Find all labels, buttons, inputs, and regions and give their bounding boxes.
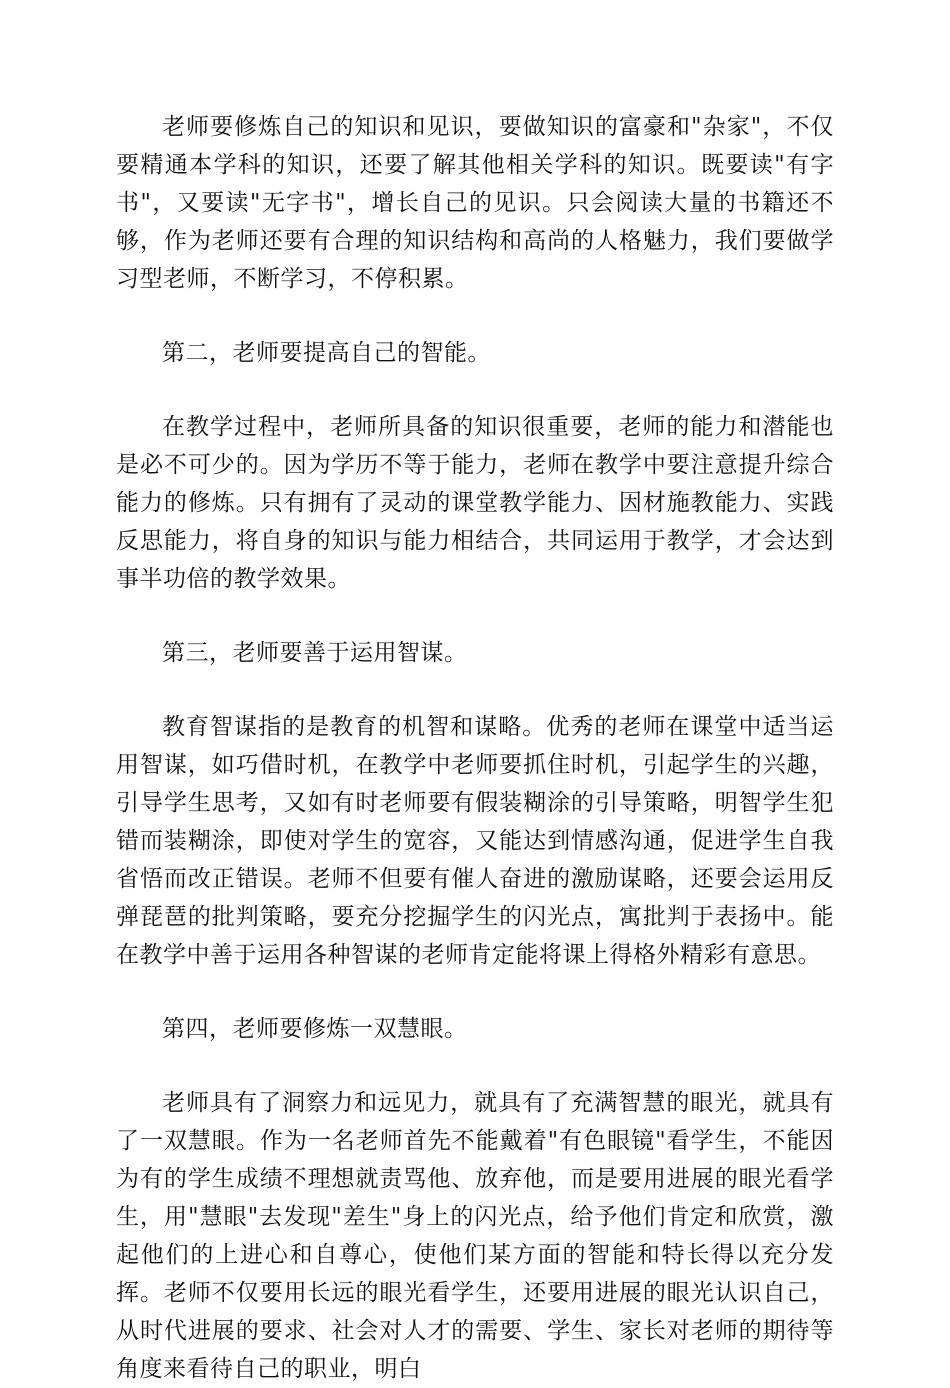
paragraph-wisdom-strategy: 教育智谋指的是教育的机智和谋略。优秀的老师在课堂中适当运用智谋，如巧借时机，在教学中老师要抓住时机，引起学生的兴趣，引导学生思考，又如有时老师要有假装糊涂的引导策略，明智学生犯错而装糊涂，即使对学生的宽容，又能达到情感沟通，促进学生自我省悟而改正错误。老师不但要有催人奋进的激励谋略，还要会运用反弹琵琶的批判策略，要充分挖掘学生的闪光点，寓批判于表扬中。能在教学中善于运用各种智谋的老师肯定能将课上得格外精彩有意思。 bbox=[116, 714, 834, 968]
heading-second: 第二，老师要提高自己的智能。 bbox=[162, 340, 491, 366]
document-body bbox=[116, 108, 834, 1388]
heading-third: 第三，老师要善于运用智谋。 bbox=[162, 640, 468, 666]
paragraph-knowledge: 老师要修炼自己的知识和见识，要做知识的富豪和"杂家"，不仅要精通本学科的知识，还要了解其他相关学科的知识。既要读"有字书"，又要读"无字书"，增长自己的见识。只会阅读大量的书籍还不够，作为老师还要有合理的知识结构和高尚的人格魅力，我们要做学习型老师，不断学习，不停积累。 bbox=[116, 114, 834, 292]
paragraph-ability: 在教学过程中，老师所具备的知识很重要，老师的能力和潜能也是必不可少的。因为学历不等于能力，老师在教学中要注意提升综合能力的修炼。只有拥有了灵动的课堂教学能力、因材施教能力、实践反思能力，将自身的知识与能力相结合，共同运用于教学，才会达到事半功倍的教学效果。 bbox=[116, 414, 834, 592]
paragraph-insight: 老师具有了洞察力和远见力，就具有了充满智慧的眼光，就具有了一双慧眼。作为一名老师首先不能戴着"有色眼镜"看学生，不能因为有的学生成绩不理想就责骂他、放弃他，而是要用进展的眼光看学生，用"慧眼"去发现"差生"身上的闪光点，给予他们肯定和欣赏，激起他们的上进心和自尊心，使他们某方面的智能和特长得以充分发挥。老师不仅要用长远的眼光看学生，还要用进展的眼光认识自己，从时代进展的要求、社会对人才的需要、学生、家长对老师的期待等角度来看待自己的职业，明白 bbox=[116, 1090, 834, 1382]
heading-fourth: 第四，老师要修炼一双慧眼。 bbox=[162, 1016, 468, 1042]
